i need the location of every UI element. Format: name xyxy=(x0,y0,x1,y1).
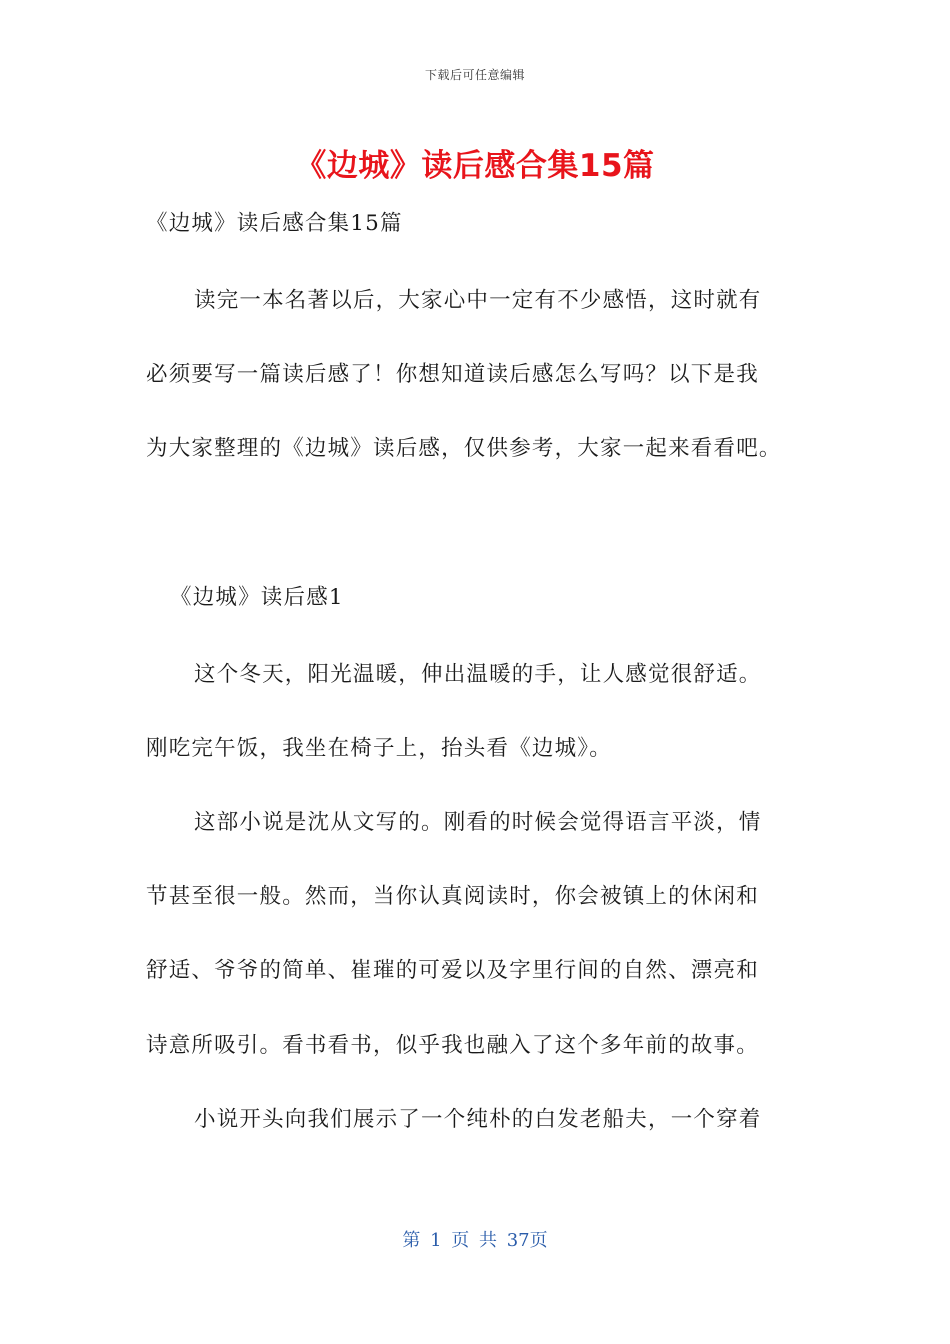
header-note: 下载后可任意编辑 xyxy=(424,68,525,82)
intro-line: 必须要写一篇读后感了！你想知道读后感怎么写吗？以下是我 xyxy=(146,362,759,387)
body-line: 诗意所吸引。看书看书，似乎我也融入了这个多年前的故事。 xyxy=(146,1033,759,1058)
section-heading: 《边城》读后感1 xyxy=(170,585,344,610)
document-title: 《边城》读后感合集15篇 xyxy=(295,148,655,184)
body-line: 这个冬天，阳光温暖，伸出温暖的手，让人感觉很舒适。 xyxy=(194,662,762,687)
intro-line: 读完一本名著以后，大家心中一定有不少感悟，这时就有 xyxy=(194,288,762,313)
intro-line: 为大家整理的《边城》读后感，仅供参考，大家一起来看看吧。 xyxy=(146,436,782,461)
page-number: 第 1 页 共 37页 xyxy=(402,1230,548,1251)
body-line: 舒适、爷爷的简单、崔璀的可爱以及字里行间的自然、漂亮和 xyxy=(146,958,759,983)
document-subtitle: 《边城》读后感合集15篇 xyxy=(146,211,403,236)
body-line: 这部小说是沈从文写的。刚看的时候会觉得语言平淡，情 xyxy=(194,810,762,835)
body-line: 节甚至很一般。然而，当你认真阅读时，你会被镇上的休闲和 xyxy=(146,884,759,909)
body-line: 刚吃完午饭，我坐在椅子上，抬头看《边城》。 xyxy=(146,736,612,761)
body-line: 小说开头向我们展示了一个纯朴的白发老船夫，一个穿着 xyxy=(194,1107,762,1132)
